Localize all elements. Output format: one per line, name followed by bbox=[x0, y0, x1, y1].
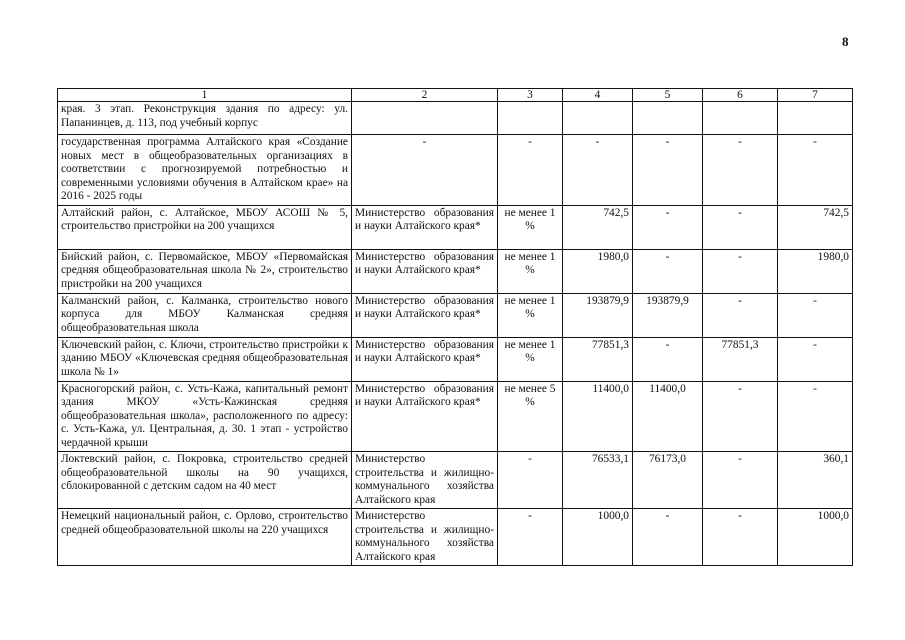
object-description: края. 3 этап. Реконструкция здания по адресу: ул. Папанинцев, д. 113, под учебный корпус bbox=[58, 102, 352, 135]
executor-cell: Министерство образования и науки Алтайского края* bbox=[352, 337, 498, 381]
value-column-6: - bbox=[703, 205, 778, 249]
table-row bbox=[58, 337, 853, 381]
executor-cell: Министерство строительства и жилищно-коммунального хозяйства Алтайского края bbox=[352, 452, 498, 509]
cofinancing-share-cell: - bbox=[498, 509, 563, 566]
value-column-5: 11400,0 bbox=[633, 381, 703, 452]
value-column-6 bbox=[703, 102, 778, 135]
value-column-7: - bbox=[778, 135, 853, 206]
column-number: 5 bbox=[633, 89, 703, 102]
column-number: 2 bbox=[352, 89, 498, 102]
value-column-7 bbox=[778, 102, 853, 135]
object-description: Калманский район, с. Калманка, строительство нового корпуса для МБОУ Калманская средняя общеобразовательная школа bbox=[58, 293, 352, 337]
value-column-5: - bbox=[633, 509, 703, 566]
value-column-6: - bbox=[703, 381, 778, 452]
value-column-4: 76533,1 bbox=[563, 452, 633, 509]
cofinancing-share-cell: не менее 1 % bbox=[498, 293, 563, 337]
object-description: Локтевский район, с. Покровка, строительство средней общеобразовательной школы на 90 учащихся, сблокированной с детским садом на 40 мест bbox=[58, 452, 352, 509]
value-column-7: - bbox=[778, 337, 853, 381]
value-column-7: 1000,0 bbox=[778, 509, 853, 566]
table-row bbox=[58, 381, 853, 452]
value-column-6: - bbox=[703, 249, 778, 293]
value-column-5: - bbox=[633, 205, 703, 249]
value-column-4: 1000,0 bbox=[563, 509, 633, 566]
executor-cell: - bbox=[352, 135, 498, 206]
cofinancing-share-cell bbox=[498, 102, 563, 135]
value-column-7: - bbox=[778, 293, 853, 337]
executor-cell: Министерство образования и науки Алтайского края* bbox=[352, 205, 498, 249]
value-column-7: 360,1 bbox=[778, 452, 853, 509]
column-number: 7 bbox=[778, 89, 853, 102]
table-row bbox=[58, 102, 853, 135]
cofinancing-share-cell: - bbox=[498, 135, 563, 206]
object-description: Ключевский район, с. Ключи, строительство пристройки к зданию МБОУ «Ключевская средняя общеобразовательная школа № 1» bbox=[58, 337, 352, 381]
value-column-4: 1980,0 bbox=[563, 249, 633, 293]
value-column-6: - bbox=[703, 135, 778, 206]
executor-cell bbox=[352, 102, 498, 135]
column-number: 6 bbox=[703, 89, 778, 102]
value-column-5: - bbox=[633, 135, 703, 206]
cofinancing-share-cell: не менее 5 % bbox=[498, 381, 563, 452]
table-row bbox=[58, 509, 853, 566]
table-row bbox=[58, 249, 853, 293]
value-column-6: - bbox=[703, 293, 778, 337]
executor-cell: Министерство образования и науки Алтайского края* bbox=[352, 381, 498, 452]
value-column-4: 77851,3 bbox=[563, 337, 633, 381]
table-row bbox=[58, 205, 853, 249]
program-table bbox=[57, 88, 853, 566]
column-number: 4 bbox=[563, 89, 633, 102]
table-row bbox=[58, 135, 853, 206]
executor-cell: Министерство образования и науки Алтайского края* bbox=[352, 249, 498, 293]
value-column-7: - bbox=[778, 381, 853, 452]
column-number: 1 bbox=[58, 89, 352, 102]
executor-cell: Министерство строительства и жилищно-коммунального хозяйства Алтайского края bbox=[352, 509, 498, 566]
value-column-5: 76173,0 bbox=[633, 452, 703, 509]
cofinancing-share-cell: не менее 1 % bbox=[498, 249, 563, 293]
value-column-5: 193879,9 bbox=[633, 293, 703, 337]
cofinancing-share-cell: - bbox=[498, 452, 563, 509]
value-column-5: - bbox=[633, 337, 703, 381]
value-column-6: 77851,3 bbox=[703, 337, 778, 381]
value-column-7: 742,5 bbox=[778, 205, 853, 249]
object-description: Немецкий национальный район, с. Орлово, строительство средней общеобразовательной школы на 220 учащихся bbox=[58, 509, 352, 566]
table-row bbox=[58, 452, 853, 509]
executor-cell: Министерство образования и науки Алтайского края* bbox=[352, 293, 498, 337]
column-number: 3 bbox=[498, 89, 563, 102]
value-column-6: - bbox=[703, 452, 778, 509]
value-column-4: 193879,9 bbox=[563, 293, 633, 337]
value-column-5 bbox=[633, 102, 703, 135]
value-column-6: - bbox=[703, 509, 778, 566]
value-column-4 bbox=[563, 102, 633, 135]
cofinancing-share-cell: не менее 1 % bbox=[498, 337, 563, 381]
object-description: Бийский район, с. Первомайское, МБОУ «Первомайская средняя общеобразовательная школа № 2», строительство пристройки на 200 учащихся bbox=[58, 249, 352, 293]
value-column-7: 1980,0 bbox=[778, 249, 853, 293]
cofinancing-share-cell: не менее 1 % bbox=[498, 205, 563, 249]
value-column-4: 742,5 bbox=[563, 205, 633, 249]
object-description: государственная программа Алтайского края «Создание новых мест в общеобразовательных организациях в соответствии с прогнозируемой потребностью и современными условиями обучения в Алтайском крае» на 2016 - 2025 годы bbox=[58, 135, 352, 206]
column-number-row bbox=[58, 89, 853, 102]
value-column-4: - bbox=[563, 135, 633, 206]
object-description: Алтайский район, с. Алтайское, МБОУ АСОШ № 5, строительство пристройки на 200 учащихся bbox=[58, 205, 352, 249]
object-description: Красногорский район, с. Усть-Кажа, капитальный ремонт здания МКОУ «Усть-Кажинская средняя общеобразовательная школа», расположенного по адресу: с. Усть-Кажа, ул. Центральная, д. 30. 1 этап - устройство чердачной крыши bbox=[58, 381, 352, 452]
table-row bbox=[58, 293, 853, 337]
value-column-5: - bbox=[633, 249, 703, 293]
page-number: 8 bbox=[842, 34, 849, 49]
value-column-4: 11400,0 bbox=[563, 381, 633, 452]
